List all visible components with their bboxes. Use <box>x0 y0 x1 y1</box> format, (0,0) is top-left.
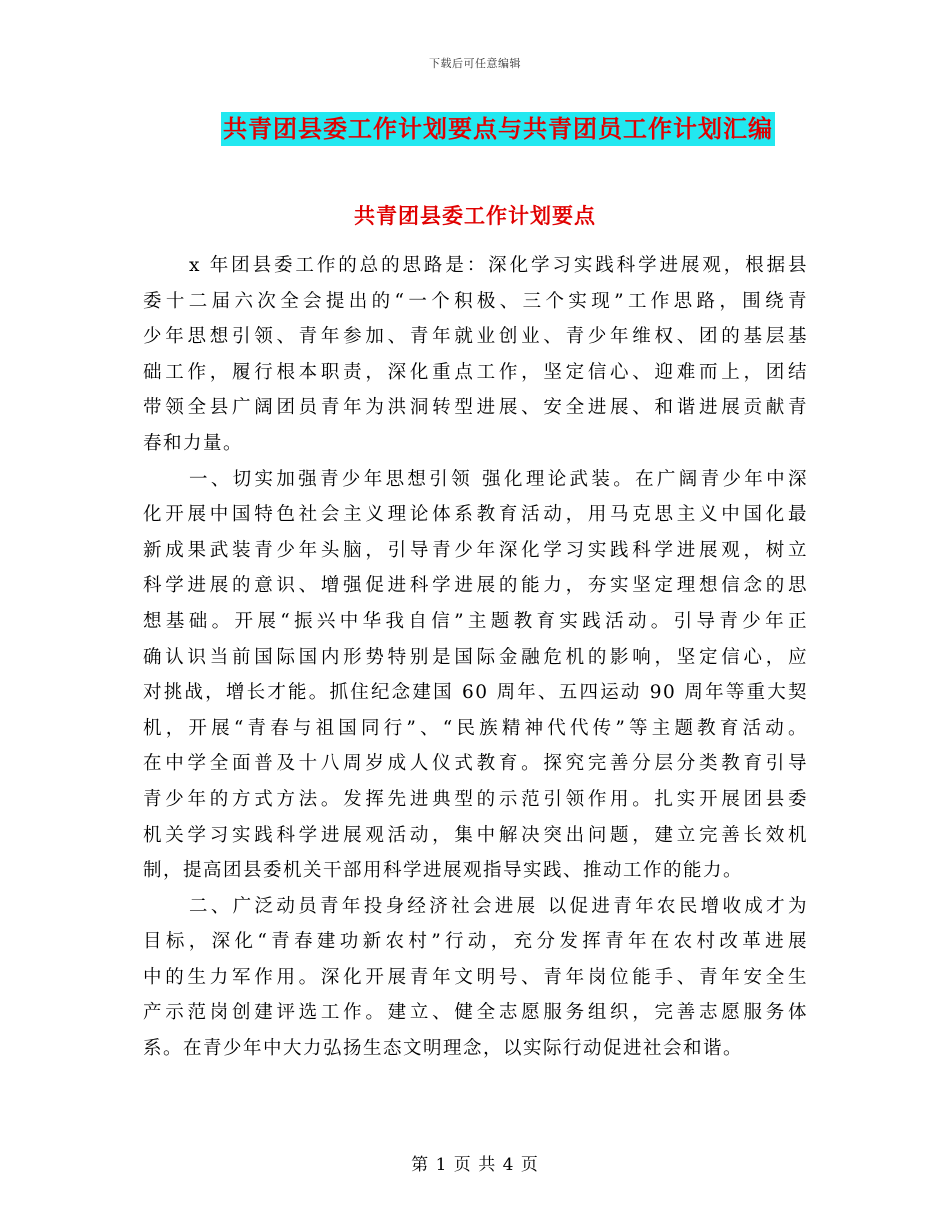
paragraph-line: 在中学全面普及十八周岁成人仪式教育。探究完善分层分类教育引导 <box>143 753 808 775</box>
body-text <box>143 248 808 1067</box>
paragraph-line: 一、切实加强青少年思想引领 强化理论武装。在广阔青少年中深 <box>189 468 808 490</box>
paragraph-line: x 年团县委工作的总的思路是：深化学习实践科学进展观，根据县 <box>189 255 808 276</box>
paragraph-line: 中的生力军作用。深化开展青年文明号、青年岗位能手、青年安全生 <box>143 966 808 988</box>
paragraph-line: 机，开展“青春与祖国同行”、“民族精神代代传”等主题教育活动。 <box>143 717 808 739</box>
paragraph-line: 化开展中国特色社会主义理论体系教育活动，用马克思主义中国化最 <box>143 504 808 526</box>
main-title: 共青团县委工作计划要点与共青团员工作计划汇编 <box>221 112 775 146</box>
paragraph-line: 目标，深化“青春建功新农村”行动，充分发挥青年在农村改革进展 <box>143 931 808 953</box>
paragraph-line: 春和力量。 <box>143 432 244 454</box>
main-title-container <box>0 112 950 146</box>
paragraph-line: 科学进展的意识、增强促进科学进展的能力，夯实坚定理想信念的思 <box>143 575 808 597</box>
paragraph-line: 带领全县广阔团员青年为洪洞转型进展、安全进展、和谐进展贡献青 <box>143 397 808 419</box>
paragraph-line: 想基础。开展“振兴中华我自信”主题教育实践活动。引导青少年正 <box>143 610 808 632</box>
section-title: 共青团县委工作计划要点 <box>354 203 596 228</box>
paragraph-line: 二、广泛动员青年投身经济社会进展 以促进青年农民增收成才为 <box>189 895 808 917</box>
paragraph-line: 青少年的方式方法。发挥先进典型的示范引领作用。扎实开展团县委 <box>143 788 808 810</box>
paragraph-line: 少年思想引领、青年参加、青年就业创业、青少年维权、团的基层基 <box>143 326 808 348</box>
paragraph-line: 对挑战，增长才能。抓住纪念建国 60 周年、五四运动 90 周年等重大契 <box>143 682 808 704</box>
paragraph-line: 系。在青少年中大力弘扬生态文明理念，以实际行动促进社会和谐。 <box>143 1038 744 1060</box>
header-note: 下载后可任意编辑 <box>429 57 521 70</box>
paragraph-line: 新成果武装青少年头脑，引导青少年深化学习实践科学进展观，树立 <box>143 539 808 561</box>
paragraph-line: 机关学习实践科学进展观活动，集中解决突出问题，建立完善长效机 <box>143 824 808 846</box>
page-number: 第 1 页 共 4 页 <box>411 1155 539 1175</box>
paragraph-line: 产示范岗创建评选工作。建立、健全志愿服务组织，完善志愿服务体 <box>143 1002 808 1024</box>
paragraph-line: 委十二届六次全会提出的“一个积极、三个实现”工作思路，围绕青 <box>143 290 808 312</box>
paragraph-line: 础工作，履行根本职责，深化重点工作，坚定信心、迎难而上，团结 <box>143 361 808 383</box>
paragraph-line: 制，提高团县委机关干部用科学进展观指导实践、推动工作的能力。 <box>143 860 744 882</box>
paragraph-line: 确认识当前国际国内形势特别是国际金融危机的影响，坚定信心，应 <box>143 646 808 668</box>
